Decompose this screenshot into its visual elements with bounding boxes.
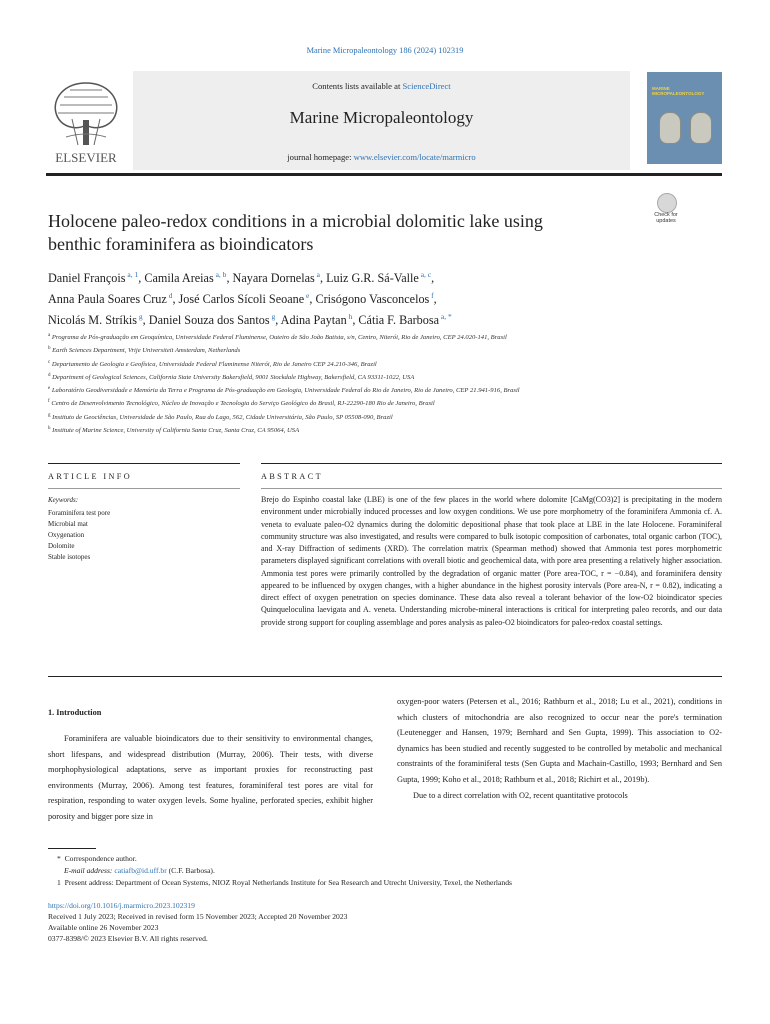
affiliation-text: Department of Geological Sciences, California State University Bakersfield, 9001 Stockdale Highway, Bakersfield, CA 93311-1022, USA (50, 374, 415, 382)
cover-shell-image (690, 112, 712, 144)
available-online: Available online 26 November 2023 (48, 923, 159, 932)
author-name[interactable]: Cátia F. Barbosa (358, 313, 440, 328)
present-address-text: Present address: Department of Ocean Systems, NIOZ Royal Netherlands Institute for Sea Research and Utrecht University, Texel, the Netherlands (64, 878, 512, 887)
intro-left-column: Foraminifera are valuable bioindicators due to their sensitivity to environmental changes, short lifespans, and widespread distribution (Murray, 2006). Their tests, with diverse morphophysiological adaptations, serve as important proxies for reconstructing past environments (Murray, 2006). Among test features, foraminiferal test pores are vital for respiration, responding to water oxygen levels. Some hyaline, perforated species, exhibit higher porosity and bigger pore size in (48, 734, 373, 821)
author-line: Daniel François $^{a, 1}$, Camila Areias $^{a, b}$, Nayara Dornelas $^a$, Luiz G.R. Sá-Valle $^{a, c}$, (48, 270, 435, 286)
footnote-marker: 1 (57, 878, 61, 887)
contents-prefix: Contents lists available at (312, 81, 403, 91)
author-name[interactable]: Luiz G.R. Sá-Valle (326, 271, 419, 286)
author-line: Nicolás M. Stríkis $^g$, Daniel Souza dos Santos $^g$, Adina Paytan $^h$, Cátia F. Barbosa $^{a, *}$ (48, 312, 452, 328)
affiliation-item (48, 396, 688, 409)
affiliation-key: g (48, 412, 51, 418)
author-name[interactable]: Anna Paula Soares Cruz (48, 292, 167, 307)
publisher-name: ELSEVIER (55, 150, 117, 165)
abstract-sub-rule (261, 488, 722, 489)
article-info-sub-rule (48, 488, 240, 489)
affiliation-key: a (48, 333, 51, 338)
author-name[interactable]: Daniel Souza dos Santos (148, 313, 270, 328)
author-affiliation-marker[interactable]: a, * (439, 312, 452, 322)
homepage-prefix: journal homepage: (287, 152, 354, 162)
footnote-rule (48, 848, 96, 849)
abstract-top-rule (261, 463, 722, 464)
footnote-email (64, 865, 215, 877)
author-list (48, 266, 688, 329)
footnote-present-address (57, 877, 512, 889)
affiliation-key: d (48, 372, 51, 378)
author-affiliation-marker[interactable]: a, 1 (125, 270, 139, 279)
affiliation-item (48, 330, 688, 343)
doi-link[interactable] (48, 900, 195, 912)
author-name[interactable]: José Carlos Sícoli Seoane (178, 292, 305, 307)
affiliation-item (48, 343, 688, 356)
author-affiliation-marker[interactable]: a, c (418, 270, 432, 279)
abstract-bottom-rule (48, 676, 722, 677)
affiliation-item (48, 370, 688, 383)
elsevier-logo[interactable] (46, 75, 126, 165)
affiliation-text: Departamento de Geologia e Geofísica, Universidade Federal Fluminense Niterói, Rio de Janeiro CEP 24.210-346, Brazil (50, 360, 377, 368)
journal-name: Marine Micropaleontology (289, 108, 474, 127)
author-name[interactable]: Adina Paytan (280, 313, 347, 328)
elsevier-tree-icon (46, 75, 126, 165)
author-name[interactable]: Daniel François (48, 271, 126, 286)
affiliation-item (48, 357, 688, 370)
abstract-heading: ABSTRACT (261, 472, 323, 481)
header-divider (46, 173, 722, 176)
intro-right-column (397, 694, 722, 803)
keyword-item: Dolomite (48, 542, 75, 551)
journal-homepage (133, 152, 630, 162)
contents-line (133, 81, 630, 91)
affiliation-key: c (48, 359, 51, 365)
keyword-item: Microbial mat (48, 520, 88, 529)
check-for-updates-badge[interactable] (650, 193, 682, 227)
article-info-top-rule (48, 463, 240, 464)
author-name[interactable]: Camila Areias (144, 271, 214, 286)
affiliation-text: Earth Sciences Department, Vrije Universiteit Amsterdam, Netherlands (50, 347, 241, 355)
keyword-item: Foraminifera test pore (48, 509, 111, 517)
keywords-label: Keywords: (48, 496, 79, 504)
email-label: E-mail address: (64, 866, 115, 875)
author-name[interactable]: Crisógono Vasconcelos (315, 292, 430, 307)
author-affiliation-marker[interactable]: g (137, 312, 143, 322)
crossmark-label (650, 212, 682, 224)
affiliation-text: Programa de Pós-graduação em Geoquímica, Universidade Federal Fluminense, Outeiro de São João Batista, s/n, Centro, Niterói, Rio de Janeiro, CEP 24.020-141, Brasil (50, 334, 507, 342)
keywords-list (48, 508, 110, 563)
author-affiliation-marker[interactable]: g (269, 312, 276, 322)
article-info-heading: ARTICLE INFO (48, 472, 133, 481)
section-heading-introduction: 1. Introduction (48, 708, 102, 717)
author-affiliation-marker[interactable]: f (429, 291, 434, 301)
affiliation-key: b (48, 346, 51, 352)
affiliation-text: Centro de Desenvolvimento Tecnológico, Núcleo de Inovação e Tecnologia do Serviço Geológico do Brasil, RJ-22290-180 Rio de Janeiro, Brasil (49, 400, 435, 408)
copyright: 0377-8398/© 2023 Elsevier B.V. All rights reserved. (48, 934, 208, 943)
author-affiliation-marker[interactable]: d (166, 291, 173, 301)
author-name[interactable]: Nicolás M. Stríkis (48, 313, 138, 328)
crossmark-line2: updates (656, 218, 676, 224)
affiliation-key: f (48, 399, 50, 405)
affiliation-key: e (48, 386, 51, 392)
author-name[interactable]: Nayara Dornelas (232, 271, 315, 286)
author-affiliation-marker[interactable]: a (314, 270, 320, 279)
footnote-correspondence (57, 853, 137, 865)
doi-url[interactable]: https://doi.org/10.1016/j.marmicro.2023.102319 (48, 901, 195, 910)
affiliation-item (48, 423, 688, 436)
author-affiliation-marker[interactable]: e (304, 291, 310, 301)
keyword-item: Stable isotopes (48, 553, 91, 562)
intro-paragraph: Due to a direct correlation with O2, recent quantitative protocols (413, 790, 628, 800)
affiliation-item (48, 383, 688, 396)
crossmark-icon (657, 193, 677, 213)
journal-reference[interactable]: Marine Micropaleontology 186 (2024) 102319 (306, 46, 464, 55)
author-line: Anna Paula Soares Cruz $^d$, José Carlos Sícoli Seoane $^e$, Crisógono Vasconcelos $^f$, (48, 291, 437, 307)
affiliation-text: Laboratório Geodiversidade e Memória da Terra e Programa de Pós-graduação em Geologia, Universidade Federal do Rio de Janeiro, Rio de Janeiro, CEP 21.941-916, Brasil (50, 387, 520, 395)
email-link[interactable]: catiafb@id.uff.br (114, 866, 167, 875)
correspondence-text: Correspondence author. (64, 854, 137, 863)
homepage-link[interactable]: www.elsevier.com/locate/marmicro (353, 152, 476, 162)
affiliation-list (48, 330, 688, 436)
abstract-text: Brejo do Espinho coastal lake (LBE) is one of the few places in the world where dolomite [CaMg(CO3)2] is precipitating in the modern environment under microbially induced processes and low oxygen conditions. We use pore morphometry of the foraminifera Ammonia cf. A. veneta to evaluate paleo-O2 dynamics during the dolomitic depositional phase that took place at LBE in the late Holocene. Foraminiferal community structure was also investigated, and results were compared to bulk isotopic composition of carbonates, total organic carbon (TOC), and X-ray Diffraction of sediments (XRD). The correlation matrix (Spearman method) showed that Ammonia test pores morphometric parameters displayed significant correlations with overall biotic and geochemical data, with pore area presenting a relatively higher association. Ammonia test pores were primarily controlled by the degradation of organic matter (Pore area-TOC, r = −0.84), and foraminifera density appeared to be influenced by oxygen changes, with a higher abundance in the highest porosity intervals (Pore area-N, r = 0.82), indicating a direct effect of oxygen penetration on species dominance. These data also reveal a tolerant behavior of the low-O2 bioindicator species Quinqueloculina laevigata and A. veneta. Understanding microbe-mineral interactions is critical for interpreting paleo records, and our data provide strong support for coupling assemblage and pores analysis as paleo-O2 bioindicators for paleo-redox coastal settings. (261, 495, 722, 627)
journal-cover-thumbnail[interactable] (647, 72, 722, 164)
title-line: benthic foraminifera as bioindicators (48, 234, 314, 254)
affiliation-key: h (48, 425, 51, 431)
sciencedirect-link[interactable]: ScienceDirect (402, 81, 451, 91)
affiliation-item (48, 410, 688, 423)
affiliation-text: Instituto de Geociências, Universidade de São Paulo, Rua do Lago, 562, Cidade Universitária, São Paulo, SP 05508-090, Brazil (50, 413, 393, 421)
keyword-item: Oxygenation (48, 531, 85, 540)
affiliation-text: Institute of Marine Science, University of California Santa Cruz, Santa Cruz, CA 95064, USA (50, 427, 300, 435)
title-line: Holocene paleo-redox conditions in a microbial dolomitic lake using (48, 211, 543, 231)
crossmark-line1: Check for (654, 212, 678, 218)
email-suffix: (C.F. Barbosa). (166, 866, 215, 875)
intro-paragraph: oxygen-poor waters (Petersen et al., 2016; Rathburn et al., 2018; Lu et al., 2021), conditions in which clusters of mitochondria are also recognized to occur near the pore's termination (Leutenegger and Hansen, 1979; Bernhard and Sen Gupta, 1999). This association to O2-dynamics has been studied and recently suggested to be controlled by metabolic and mechanical constraints of the foraminiferal tests (Sen Gupta and Machain-Castillo, 1993; Bernhard and Sen Gupta, 1999; Koho et al., 2018; Rathburn et al., 2018; Richirt et al., 2019b). (397, 697, 722, 784)
cover-title: MARINE MICROPALEONTOLOGY (652, 86, 705, 96)
received-dates: Received 1 July 2023; Received in revised form 15 November 2023; Accepted 20 November 2023 (48, 912, 348, 921)
author-affiliation-marker[interactable]: a, b (213, 270, 227, 279)
footnote-marker: * (57, 854, 61, 863)
cover-shell-image (659, 112, 681, 144)
author-affiliation-marker[interactable]: h (346, 312, 353, 322)
article-title (48, 210, 628, 256)
